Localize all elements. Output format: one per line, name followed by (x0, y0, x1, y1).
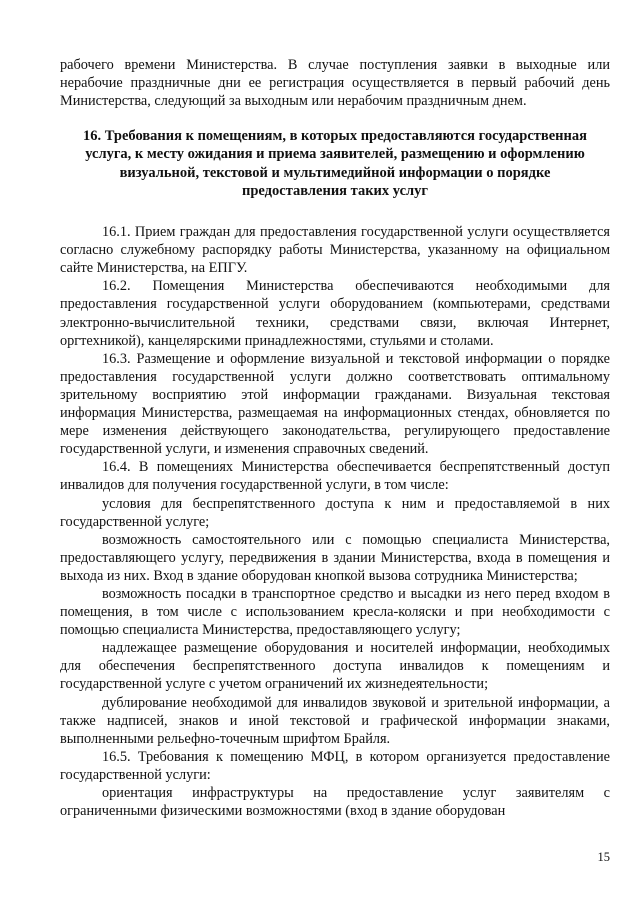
list-item-access-conditions: условия для беспрепятственного доступа к ним и предоставляемой в них государственной услуге; (60, 495, 610, 530)
list-item-infrastructure: ориентация инфраструктуры на предоставление услуг заявителям с ограниченными физическими возможностями (вход в здание оборудован (60, 785, 610, 820)
paragraph-16-3: 16.3. Размещение и оформление визуальной и текстовой информации о порядке предоставления государственной услуги должно соответствовать оптимальному зрительному восприятию этой информации гражданами. Визуальная текстовая информация Министерства, размещаемая на информационных стендах, обновляется по мере изменения действующего законодательства, регулирующего предоставление государственной услуги, и изменения справочных сведений. (60, 350, 610, 458)
list-item-transport: возможность посадки в транспортное средство и высадки из него перед входом в помещения, в том числе с использованием кресла-коляски и при необходимости с помощью специалиста Министерства, предоставляющего услугу; (60, 585, 610, 639)
paragraph-16-5: 16.5. Требования к помещению МФЦ, в котором организуется предоставление государственной услуги: (60, 748, 610, 783)
intro-paragraph: рабочего времени Министерства. В случае поступления заявки в выходные или нерабочие праздничные дни ее регистрация осуществляется в первый рабочий день Министерства, следующий за выходным или нерабочим праздничным днем. (60, 57, 610, 110)
list-item-equipment-placement: надлежащее размещение оборудования и носителей информации, необходимых для обеспечения беспрепятственного доступа инвалидов к помещениям и государственной услуге с учетом ограничений их жизнедеятельности; (60, 640, 610, 693)
paragraph-16-4: 16.4. В помещениях Министерства обеспечивается беспрепятственный доступ инвалидов для получения государственной услуги, в том числе: (60, 459, 610, 494)
document-page (60, 56, 610, 820)
page-number: 15 (597, 850, 610, 864)
list-item-braille-duplication: дублирование необходимой для инвалидов звуковой и зрительной информации, а также надписей, знаков и иной текстовой и графической информации знаками, выполненными рельефно-точечным шрифтом Брайля. (60, 694, 610, 747)
list-item-movement: возможность самостоятельного или с помощью специалиста Министерства, предоставляющего услугу, передвижения в здании Министерства, входа в помещения и выхода из них. Вход в здание оборудован кнопкой вызова сотрудника Министерства; (60, 531, 610, 584)
section-heading: 16. Требования к помещениям, в которых предоставляются государственная услуга, к месту ожидания и приема заявителей, размещению и оформлению визуальной, текстовой и мультимедийной информации о порядке предоставления таких услуг (83, 128, 587, 199)
paragraph-16-2: 16.2. Помещения Министерства обеспечиваются необходимыми для предоставления государственной услуги оборудованием (компьютерами, средствами электронно-вычислительной техники, средствами связи, включая Интернет, оргтехникой), канцелярскими принадлежностями, стульями и столами. (60, 278, 610, 349)
paragraph-16-1: 16.1. Прием граждан для предоставления государственной услуги осуществляется согласно служебному распорядку работы Министерства, указанному на официальном сайте Министерства, на ЕПГУ. (60, 224, 610, 277)
